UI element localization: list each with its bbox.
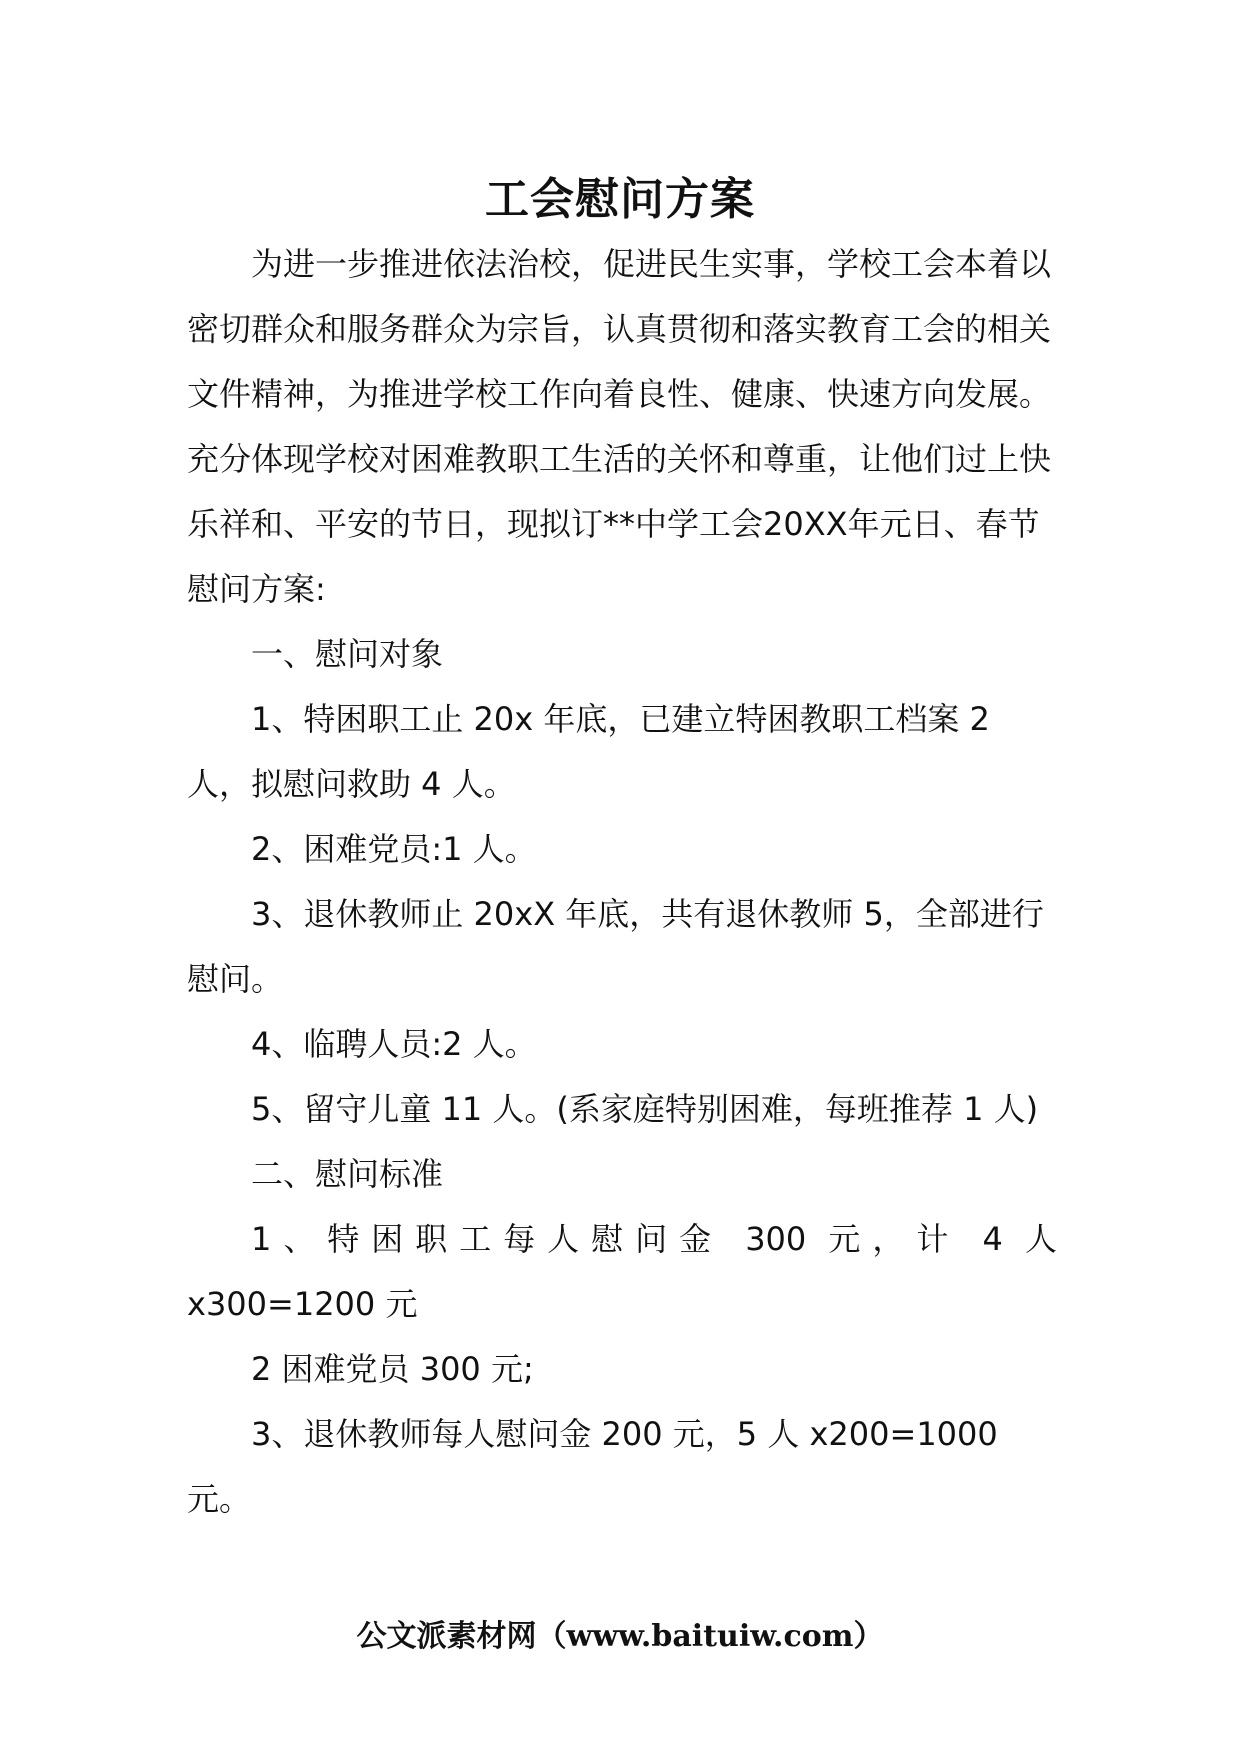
section-heading-targets: 一、慰问对象 [251,635,444,673]
standard-item-line: x300=1200 元 [187,1285,418,1323]
target-item: 3、退休教师止 20xX 年底，共有退休教师 5，全部进行慰问。 [187,895,1044,998]
target-item: 4、临聘人员:2 人。 [251,1025,537,1063]
standard-item: 2 困难党员 300 元; [251,1350,534,1388]
source-footer: 公文派素材网（www.baituiw.com） [356,1619,884,1654]
target-item: 1、特困职工止 20x 年底，已建立特困教职工档案 2 人，拟慰问救助 4 人。 [187,700,990,803]
target-item: 5、留守儿童 11 人。(系家庭特别困难，每班推荐 1 人) [251,1090,1039,1128]
intro-paragraph: 为进一步推进依法治校，促进民生实事，学校工会本着以密切群众和服务群众为宗旨，认真贯彻和落实教育工会的相关文件精神，为推进学校工作向着良性、健康、快速方向发展。充分体现学校对困难教职工生活的关怀和尊重，让他们过上快乐祥和、平安的节日，现拟订**中学工会20XX年元日、春节慰问方案: [187,245,1052,608]
document-body [187,232,1057,1532]
section-heading-standards: 二、慰问标准 [251,1155,444,1193]
target-item: 2、困难党员:1 人。 [251,830,537,868]
document-title: 工会慰问方案 [485,174,755,225]
standard-item-line: 1、特困职工每人慰问金 300 元，计 4 人 [251,1220,1057,1258]
standard-item: 3、退休教师每人慰问金 200 元，5 人 x200=1000 元。 [187,1415,998,1518]
